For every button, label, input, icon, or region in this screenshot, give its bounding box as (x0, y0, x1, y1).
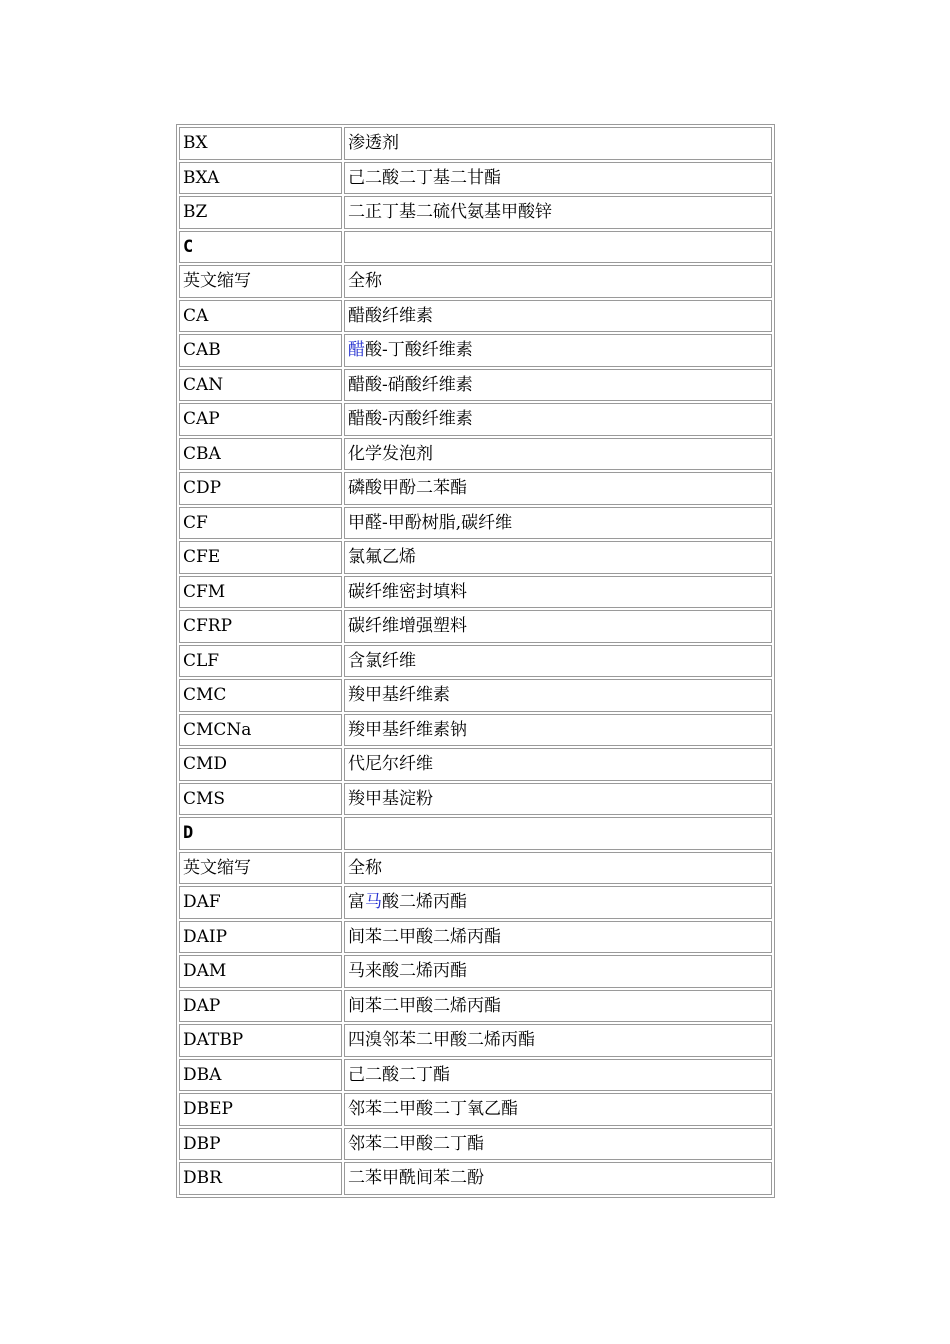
table-row (179, 196, 772, 229)
full-name-column-header: 全称 (344, 852, 772, 885)
abbr-cell: CFRP (179, 610, 342, 643)
table-row (179, 369, 772, 402)
full-name-cell: 碳纤维密封填料 (344, 576, 772, 609)
table-row (179, 403, 772, 436)
table-row (179, 714, 772, 747)
highlighted-text: 醋 (348, 340, 365, 361)
table-row (179, 1162, 772, 1195)
table-row (179, 1093, 772, 1126)
full-name-cell: 代尼尔纤维 (344, 748, 772, 781)
table-row (179, 507, 772, 540)
table-row (179, 921, 772, 954)
abbr-cell: CDP (179, 472, 342, 505)
full-name-cell: 二正丁基二硫代氨基甲酸锌 (344, 196, 772, 229)
section-header-row (179, 817, 772, 850)
full-name-cell: 磷酸甲酚二苯酯 (344, 472, 772, 505)
abbr-cell: BX (179, 127, 342, 160)
abbr-cell: CMD (179, 748, 342, 781)
full-name-cell: 马来酸二烯丙酯 (344, 955, 772, 988)
full-name-cell: 己二酸二丁酯 (344, 1059, 772, 1092)
table-row (179, 886, 772, 919)
abbr-cell: DAF (179, 886, 342, 919)
abbr-cell: CMCNa (179, 714, 342, 747)
full-name-column-header: 全称 (344, 265, 772, 298)
abbr-cell: CFE (179, 541, 342, 574)
table-row (179, 748, 772, 781)
full-name-cell: 羧甲基淀粉 (344, 783, 772, 816)
abbr-cell: DBA (179, 1059, 342, 1092)
abbr-cell: CBA (179, 438, 342, 471)
table-row (179, 438, 772, 471)
full-name-cell: 己二酸二丁基二甘酯 (344, 162, 772, 195)
abbreviation-table (176, 124, 775, 1198)
full-name-cell: 醋酸-丙酸纤维素 (344, 403, 772, 436)
full-name-text: 富 (348, 892, 365, 913)
abbr-cell: CFM (179, 576, 342, 609)
full-name-cell: 醋酸纤维素 (344, 300, 772, 333)
full-name-text: 酸-丁酸纤维素 (365, 340, 473, 361)
full-name-cell: 甲醛-甲酚树脂,碳纤维 (344, 507, 772, 540)
section-header-row (179, 231, 772, 264)
full-name-cell: 间苯二甲酸二烯丙酯 (344, 990, 772, 1023)
full-name-cell: 化学发泡剂 (344, 438, 772, 471)
abbr-cell: DBP (179, 1128, 342, 1161)
full-name-cell: 含氯纤维 (344, 645, 772, 678)
highlighted-text: 马 (365, 892, 382, 913)
table-row (179, 1128, 772, 1161)
abbr-cell: BXA (179, 162, 342, 195)
full-name-cell: 羧甲基纤维素钠 (344, 714, 772, 747)
full-name-cell: 间苯二甲酸二烯丙酯 (344, 921, 772, 954)
table-row (179, 1059, 772, 1092)
full-name-cell: 羧甲基纤维素 (344, 679, 772, 712)
table-row (179, 645, 772, 678)
table-row (179, 679, 772, 712)
column-header-row (179, 852, 772, 885)
table-row (179, 334, 772, 367)
table-row (179, 1024, 772, 1057)
table-row (179, 472, 772, 505)
table-row (179, 300, 772, 333)
abbr-cell: DAP (179, 990, 342, 1023)
abbr-cell: DBR (179, 1162, 342, 1195)
table-row (179, 576, 772, 609)
abbr-cell: CA (179, 300, 342, 333)
abbr-cell: CMS (179, 783, 342, 816)
full-name-cell (344, 334, 772, 367)
abbr-column-header: 英文缩写 (179, 852, 342, 885)
section-letter: D (179, 817, 342, 850)
section-empty-cell (344, 817, 772, 850)
abbr-cell: CAP (179, 403, 342, 436)
table-row (179, 162, 772, 195)
full-name-text: 酸二烯丙酯 (382, 892, 467, 913)
abbr-cell: DAIP (179, 921, 342, 954)
table-row (179, 541, 772, 574)
abbr-cell: DBEP (179, 1093, 342, 1126)
full-name-cell: 渗透剂 (344, 127, 772, 160)
abbr-cell: CLF (179, 645, 342, 678)
table-row (179, 955, 772, 988)
full-name-cell: 氯氟乙烯 (344, 541, 772, 574)
column-header-row (179, 265, 772, 298)
abbr-cell: BZ (179, 196, 342, 229)
section-empty-cell (344, 231, 772, 264)
abbr-cell: DAM (179, 955, 342, 988)
abbr-column-header: 英文缩写 (179, 265, 342, 298)
full-name-cell: 碳纤维增强塑料 (344, 610, 772, 643)
abbr-cell: CMC (179, 679, 342, 712)
full-name-cell: 邻苯二甲酸二丁氧乙酯 (344, 1093, 772, 1126)
full-name-cell: 四溴邻苯二甲酸二烯丙酯 (344, 1024, 772, 1057)
section-letter: C (179, 231, 342, 264)
full-name-cell (344, 886, 772, 919)
table-row (179, 610, 772, 643)
abbr-cell: CAN (179, 369, 342, 402)
table-row (179, 990, 772, 1023)
table-row (179, 127, 772, 160)
table-row (179, 783, 772, 816)
full-name-cell: 醋酸-硝酸纤维素 (344, 369, 772, 402)
abbr-cell: DATBP (179, 1024, 342, 1057)
full-name-cell: 邻苯二甲酸二丁酯 (344, 1128, 772, 1161)
abbreviation-table-body (179, 127, 772, 1195)
full-name-cell: 二苯甲酰间苯二酚 (344, 1162, 772, 1195)
abbr-cell: CAB (179, 334, 342, 367)
abbr-cell: CF (179, 507, 342, 540)
